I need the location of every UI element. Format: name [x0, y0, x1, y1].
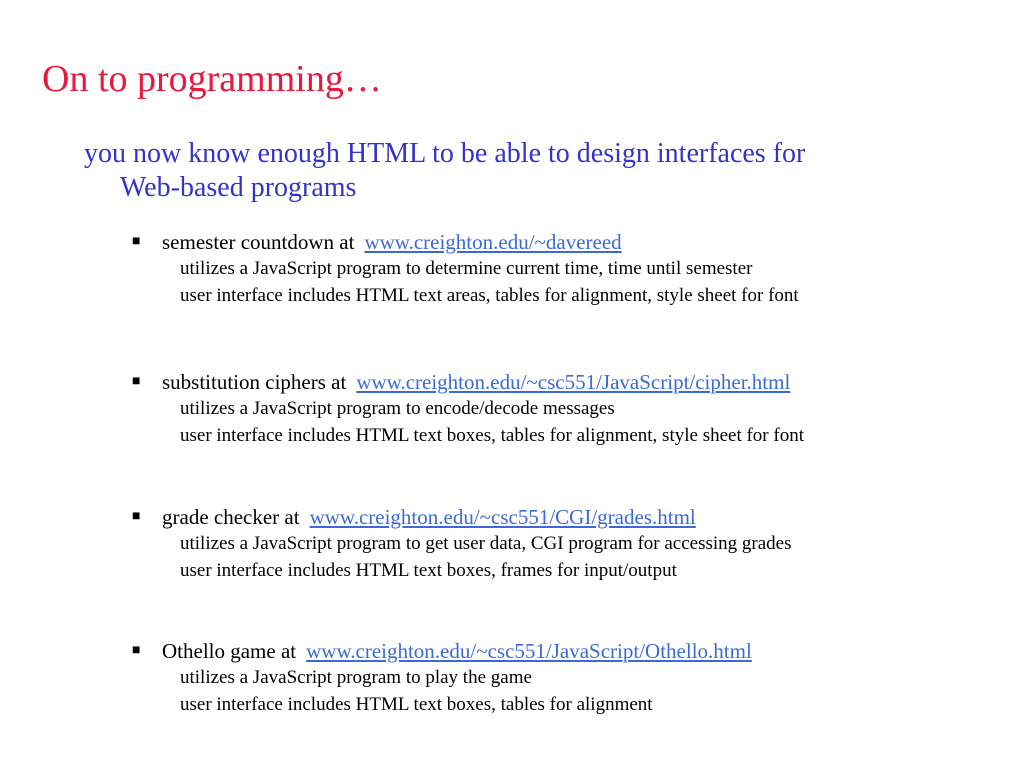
square-bullet-icon: ■	[132, 234, 141, 249]
square-bullet-icon: ■	[132, 643, 141, 658]
othello-game-link[interactable]: www.creighton.edu/~csc551/JavaScript/Othello.html	[306, 639, 752, 663]
semester-countdown-link[interactable]: www.creighton.edu/~davereed	[364, 230, 622, 254]
item-label: grade checker at	[162, 505, 300, 529]
item-detail-line: utilizes a JavaScript program to determine current time, time until semester	[180, 258, 753, 279]
item-detail-line: user interface includes HTML text boxes, tables for alignment, style sheet for font	[180, 425, 804, 446]
item-heading-text	[162, 638, 752, 664]
item-heading	[132, 504, 1002, 530]
list-item-semester-countdown	[132, 229, 1002, 309]
list-item-othello-game	[132, 638, 1002, 718]
slide-title: On to programming…	[42, 58, 382, 100]
item-heading-text	[162, 229, 622, 255]
item-detail-line: user interface includes HTML text areas, tables for alignment, style sheet for font	[180, 285, 799, 306]
item-detail-line: utilizes a JavaScript program to encode/decode messages	[180, 398, 615, 419]
item-heading	[132, 369, 1002, 395]
item-label: semester countdown at	[162, 230, 355, 254]
item-details	[132, 664, 1002, 718]
intro-line-2: Web-based programs	[120, 172, 357, 203]
square-bullet-icon: ■	[132, 374, 141, 389]
item-details	[132, 255, 1002, 309]
grade-checker-link[interactable]: www.creighton.edu/~csc551/CGI/grades.html	[309, 505, 696, 529]
intro-line-1: you now know enough HTML to be able to design interfaces for	[84, 138, 806, 169]
item-heading-text	[162, 369, 790, 395]
item-label: substitution ciphers at	[162, 370, 347, 394]
substitution-ciphers-link[interactable]: www.creighton.edu/~csc551/JavaScript/cipher.html	[356, 370, 791, 394]
item-detail-line: user interface includes HTML text boxes, tables for alignment	[180, 694, 653, 715]
item-details	[132, 530, 1002, 584]
item-heading-text	[162, 504, 696, 530]
intro-text	[84, 137, 964, 205]
item-detail-line: user interface includes HTML text boxes, frames for input/output	[180, 560, 677, 581]
item-label: Othello game at	[162, 639, 297, 663]
item-heading	[132, 638, 1002, 664]
item-detail-line: utilizes a JavaScript program to get user data, CGI program for accessing grades	[180, 533, 792, 554]
list-item-substitution-ciphers	[132, 369, 1002, 449]
square-bullet-icon: ■	[132, 509, 141, 524]
item-details	[132, 395, 1002, 449]
list-item-grade-checker	[132, 504, 1002, 584]
item-detail-line: utilizes a JavaScript program to play the game	[180, 667, 532, 688]
item-heading	[132, 229, 1002, 255]
